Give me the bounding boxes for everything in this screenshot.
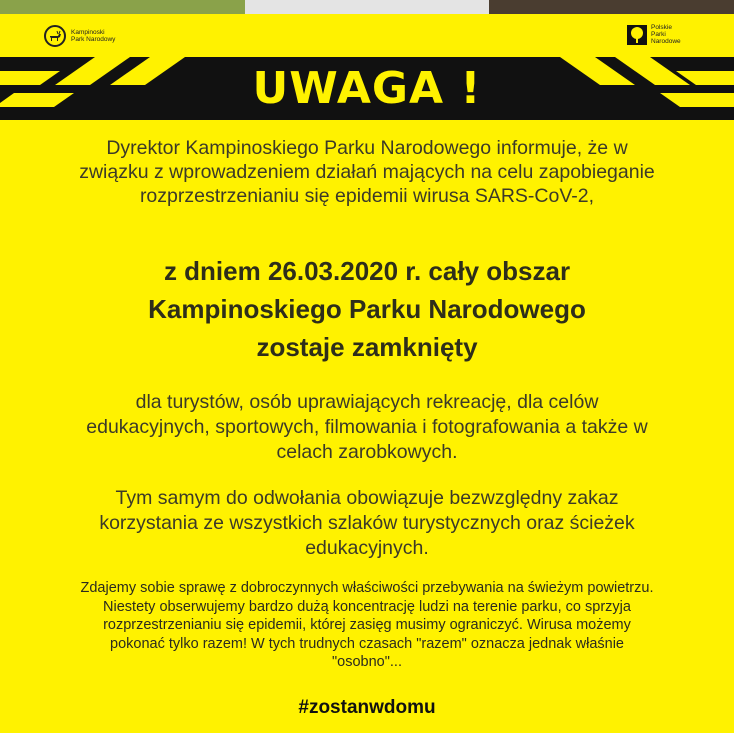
ban-line: edukacyjnych. bbox=[305, 537, 429, 559]
intro-line: związku z wprowadzeniem działań mających na celu zapobieganie bbox=[79, 161, 655, 183]
warning-band bbox=[0, 57, 734, 120]
strip-segment-brown bbox=[489, 0, 734, 14]
strip-segment-green bbox=[0, 0, 245, 14]
ban-paragraph bbox=[0, 486, 734, 561]
note-line: Zdajemy sobie sprawę z dobroczynnych właściwości przebywania na świeżym powietrzu. bbox=[80, 580, 654, 596]
note-line: pokonać tylko razem! W tych trudnych czasach "razem" oznacza jednak właśnie bbox=[110, 635, 624, 652]
intro-line: rozprzestrzenianiu się epidemii wirusa SARS-CoV-2, bbox=[139, 185, 595, 207]
scope-paragraph bbox=[0, 390, 734, 465]
logo-left-line2: Park Narodowy bbox=[71, 36, 116, 43]
top-color-strip bbox=[0, 0, 734, 14]
elk-icon bbox=[44, 25, 66, 47]
intro-paragraph bbox=[0, 136, 734, 208]
warning-title: UWAGA ! bbox=[252, 63, 482, 114]
strip-segment-grey bbox=[245, 0, 490, 14]
note-line: rozprzestrzenianiu się epidemii, której zasięg musimy ograniczyć. Wirusa możemy bbox=[103, 617, 631, 633]
headline-line: zostaje zamknięty bbox=[256, 332, 478, 362]
closure-headline bbox=[0, 252, 734, 366]
intro-line: Dyrektor Kampinoskiego Parku Narodowego informuje, że w bbox=[106, 137, 628, 159]
note-line: Niestety obserwujemy bardzo dużą koncentrację ludzi na terenie parku, co sprzyja bbox=[103, 598, 631, 615]
logo-right-line3: Narodowe bbox=[651, 38, 681, 45]
tree-icon bbox=[627, 25, 647, 45]
polskie-parki-narodowe-logo bbox=[627, 24, 681, 45]
hashtag: #zostanwdomu bbox=[298, 697, 436, 718]
headline-line: Kampinoskiego Parku Narodowego bbox=[148, 294, 586, 324]
scope-line: edukacyjnych, sportowych, filmowania i fotografowania a także w bbox=[86, 416, 648, 438]
note-paragraph bbox=[0, 579, 734, 672]
scope-line: dla turystów, osób uprawiających rekreację, dla celów bbox=[135, 391, 599, 413]
note-line: "osobno"... bbox=[332, 654, 402, 670]
logo-right-line2: Parki bbox=[651, 31, 666, 38]
scope-line: celach zarobkowych. bbox=[276, 441, 458, 463]
ban-line: korzystania ze wszystkich szlaków turystycznych oraz ścieżek bbox=[99, 512, 635, 534]
logo-left-line1: Kampinoski bbox=[71, 29, 105, 36]
logo-right-line1: Polskie bbox=[651, 24, 672, 31]
kampinoski-park-logo bbox=[44, 25, 115, 47]
headline-line: z dniem 26.03.2020 r. cały obszar bbox=[163, 256, 571, 286]
ban-line: Tym samym do odwołania obowiązuje bezwzględny zakaz bbox=[115, 487, 619, 509]
